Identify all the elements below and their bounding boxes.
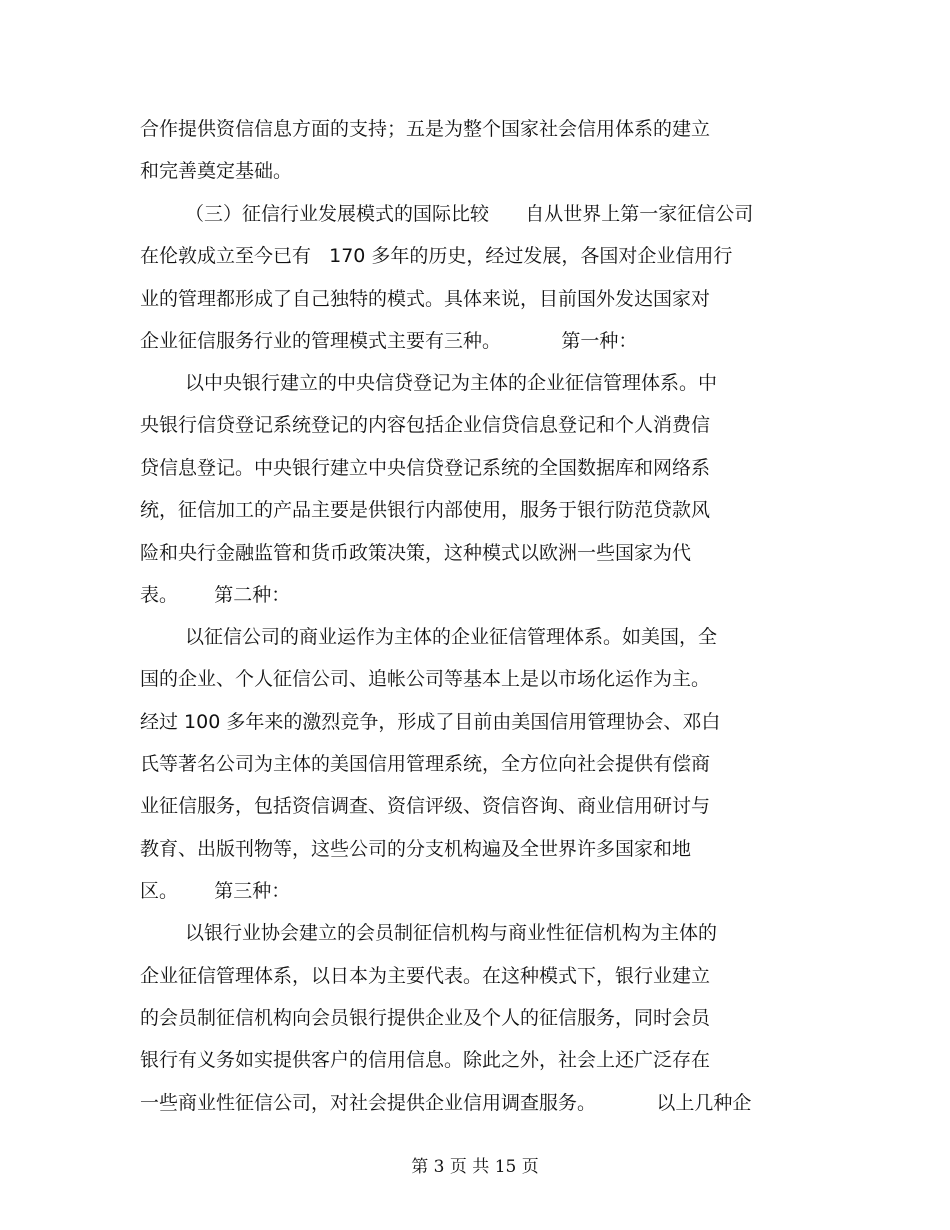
text-line-17: 业征信服务，包括资信调查、资信评级、资信咨询、商业信用研讨与 [140,795,711,817]
text-line-24: 一些商业性征信公司，对社会提供企业信用调查服务。 以上几种企 [140,1092,752,1114]
text-line-15: 经过 100 多年来的激烈竞争，形成了目前由美国信用管理协会、邓白 [140,711,721,733]
text-line-14: 国的企业、个人征信公司、追帐公司等基本上是以市场化运作为主。 [140,668,711,690]
text-line-23: 银行有义务如实提供客户的信用信息。除此之外，社会上还广泛存在 [140,1049,711,1071]
text-line-4: 在伦敦成立至今已有 170 多年的历史，经过发展，各国对企业信用行 [140,245,733,267]
text-line-2: 和完善奠定基础。 [140,160,293,182]
text-line-7: 以中央银行建立的中央信贷登记为主体的企业征信管理体系。中 [185,372,718,394]
text-line-20: 以银行业协会建立的会员制征信机构与商业性征信机构为主体的 [185,922,718,944]
text-line-8: 央银行信贷登记系统登记的内容包括企业信贷信息登记和个人消费信 [140,414,711,436]
text-line-13: 以征信公司的商业运作为主体的企业征信管理体系。如美国，全 [185,626,718,648]
text-line-5: 业的管理都形成了自己独特的模式。具体来说，目前国外发达国家对 [140,288,711,310]
text-line-19: 区。 第三种： [140,880,291,902]
text-line-10: 统，征信加工的产品主要是供银行内部使用，服务于银行防范贷款风 [140,499,711,521]
text-line-22: 的会员制征信机构向会员银行提供企业及个人的征信服务，同时会员 [140,1007,711,1029]
text-line-11: 险和央行金融监管和货币政策决策，这种模式以欧洲一些国家为代 [140,542,692,564]
text-line-6: 企业征信服务行业的管理模式主要有三种。 第一种： [140,330,638,352]
section-heading-line: （三）征信行业发展模式的国际比较 自从世界上第一家征信公司 [185,203,754,225]
text-line-1: 合作提供资信信息方面的支持；五是为整个国家社会信用体系的建立 [140,118,711,140]
page-number-footer: 第 3 页 共 15 页 [411,1157,539,1177]
text-line-21: 企业征信管理体系，以日本为主要代表。在这种模式下，银行业建立 [140,965,711,987]
text-line-16: 氏等著名公司为主体的美国信用管理系统，全方位向社会提供有偿商 [140,753,711,775]
text-line-9: 贷信息登记。中央银行建立中央信贷登记系统的全国数据库和网络系 [140,457,711,479]
text-line-18: 教育、出版刊物等，这些公司的分支机构遍及全世界许多国家和地 [140,838,692,860]
text-line-12: 表。 第二种： [140,584,291,606]
